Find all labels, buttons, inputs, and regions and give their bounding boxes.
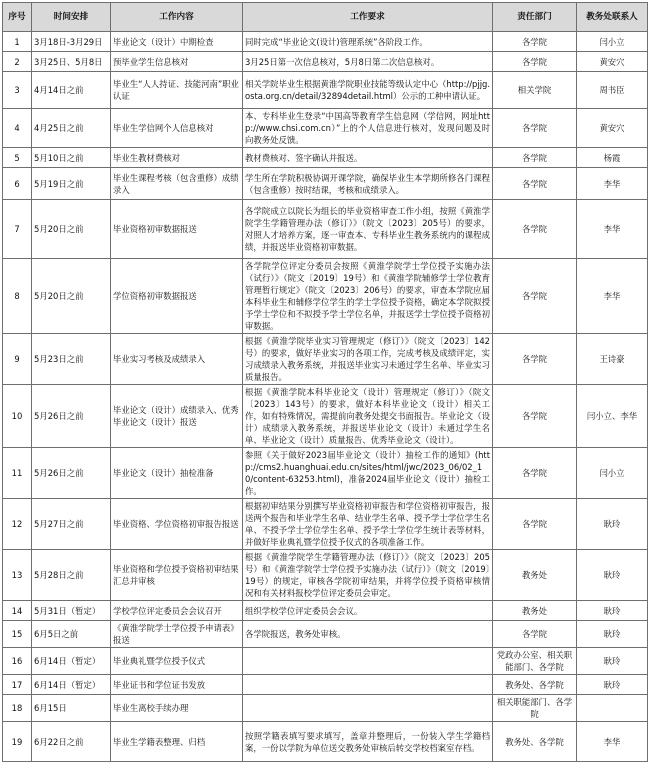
table-row: [3, 675, 648, 695]
cell-department: 教务处: [493, 550, 577, 601]
cell-requirement: 3月25日第一次信息核对，5月8日第二次信息核对。: [243, 52, 493, 72]
cell-index: 5: [3, 148, 32, 168]
table-row: [3, 259, 648, 334]
cell-index: 11: [3, 448, 32, 499]
cell-task: 毕业资格和学位授予资格初审结果汇总并审核: [111, 550, 243, 601]
cell-requirement: 按照学籍表填写要求填写，盖章并整理后，一份装入学生学籍档案，一份以学院为单位送交教务处审核后转交学校档案室存档。: [243, 722, 493, 762]
cell-task: 毕业证书和学位证书发放: [111, 675, 243, 695]
cell-task: 毕业典礼暨学位授予仪式: [111, 648, 243, 675]
cell-contact: 杨霞: [577, 148, 648, 168]
cell-requirement: 同时完成“毕业论文(设计)管理系统”各阶段工作。: [243, 32, 493, 52]
cell-task: 毕业生课程考核（包含重修）成绩录入: [111, 168, 243, 200]
cell-contact: 耿玲: [577, 675, 648, 695]
cell-contact: 李华: [577, 200, 648, 259]
cell-time: 5月20日之前: [32, 200, 111, 259]
table-row: [3, 52, 648, 72]
header-task: 工作内容: [111, 3, 243, 32]
cell-department: 各学院: [493, 168, 577, 200]
cell-department: 各学院: [493, 32, 577, 52]
cell-department: 教务处、各学院: [493, 675, 577, 695]
cell-requirement: 根据《黄淮学院毕业实习管理规定（修订）》（院文〔2023〕142号）的要求，做好毕业实习的各项工作，完成考核及成绩评定，实习成绩录入教务系统，并报送毕业实习未通过学生名单、毕业实习质量报告。: [243, 334, 493, 385]
cell-time: 6月15日: [32, 695, 111, 722]
cell-contact: 耿玲: [577, 648, 648, 675]
header-index: 序号: [3, 3, 32, 32]
cell-index: 13: [3, 550, 32, 601]
cell-contact: 黄安穴: [577, 52, 648, 72]
cell-contact: 耿玲: [577, 621, 648, 648]
cell-requirement: 各学院报送，教务处审核。: [243, 621, 493, 648]
table-row: [3, 200, 648, 259]
cell-index: 3: [3, 72, 32, 109]
cell-task: 毕业生学籍表整理、归档: [111, 722, 243, 762]
cell-task: 毕业论文（设计）中期检查: [111, 32, 243, 52]
cell-index: 18: [3, 695, 32, 722]
cell-index: 4: [3, 109, 32, 148]
cell-contact: 闫小立、李华: [577, 385, 648, 448]
cell-task: 预毕业学生信息核对: [111, 52, 243, 72]
header-requirement: 工作要求: [243, 3, 493, 32]
cell-index: 6: [3, 168, 32, 200]
cell-department: 各学院: [493, 148, 577, 168]
header-time: 时间安排: [32, 3, 111, 32]
table-row: [3, 499, 648, 550]
cell-requirement: 教材费核对、签字确认并报送。: [243, 148, 493, 168]
cell-contact: 耿玲: [577, 499, 648, 550]
cell-time: 5月27日之前: [32, 499, 111, 550]
cell-time: 3月25日、5月8日: [32, 52, 111, 72]
cell-task: 毕业论文（设计）抽检准备: [111, 448, 243, 499]
cell-contact: 闫小立: [577, 32, 648, 52]
cell-requirement: 相关学院毕业生根据黄淮学院职业技能等级认定中心（http://pjjg.osta.org.cn/detail/32894detail.html）公示的工种申请认证。: [243, 72, 493, 109]
cell-time: 4月25日之前: [32, 109, 111, 148]
cell-task: 学位资格初审数据报送: [111, 259, 243, 334]
cell-contact: 耿玲: [577, 601, 648, 621]
cell-time: 5月26日之前: [32, 448, 111, 499]
table-row: [3, 621, 648, 648]
cell-requirement: 学生所在学院积极协调开课学院，确保毕业生本学期所修各门课程（包含重修）按时结课，考核和成绩录入。: [243, 168, 493, 200]
table-row: [3, 334, 648, 385]
cell-requirement: 本、专科毕业生登录“中国高等教育学生信息网（学信网，网址http://www.chsi.com.cn）”上的个人信息进行核对，发现问题及时向教务处反馈。: [243, 109, 493, 148]
table-header-row: [3, 3, 648, 32]
table-row: [3, 550, 648, 601]
cell-department: 各学院: [493, 385, 577, 448]
cell-department: 各学院: [493, 621, 577, 648]
cell-contact: 耿玲: [577, 550, 648, 601]
cell-index: 10: [3, 385, 32, 448]
cell-department: 各学院: [493, 259, 577, 334]
cell-index: 9: [3, 334, 32, 385]
cell-time: 3月18日-3月29日: [32, 32, 111, 52]
cell-department: 各学院: [493, 448, 577, 499]
cell-index: 1: [3, 32, 32, 52]
cell-contact: 王诗豪: [577, 334, 648, 385]
table-row: [3, 385, 648, 448]
cell-task: 毕业实习考核及成绩录入: [111, 334, 243, 385]
cell-time: 5月19日之前: [32, 168, 111, 200]
cell-department: 各学院: [493, 109, 577, 148]
cell-contact: 李华: [577, 168, 648, 200]
table-row: [3, 109, 648, 148]
table-row: [3, 148, 648, 168]
table-row: [3, 168, 648, 200]
cell-department: 各学院: [493, 334, 577, 385]
cell-contact: 周书臣: [577, 72, 648, 109]
cell-requirement: 根据《黄淮学院本科毕业论文（设计）管理规定（修订）》（院文〔2023〕143号）的要求，做好本科毕业论文（设计）相关工作，如有特殊情况，需提前向教务处提交书面报告。毕业论文（设计）成绩录入教务系统，并报送毕业论文（设计）未通过学生名单、毕业论文（设计）质量报告、优秀毕业论文（设计）。: [243, 385, 493, 448]
cell-department: 各学院: [493, 200, 577, 259]
cell-task: 毕业生学信网个人信息核对: [111, 109, 243, 148]
cell-requirement: 根据初审结果分别撰写毕业资格初审报告和学位资格初审报告，报送两个报告和毕业学生名单、结业学生名单、授予学士学位学生名单、不授予学士学位学生名单、授予学士学位学生统计表等材料，并做好毕业典礼暨学位授予仪式的各项准备工作。: [243, 499, 493, 550]
cell-time: 5月20日之前: [32, 259, 111, 334]
cell-task: 学校学位评定委员会会议召开: [111, 601, 243, 621]
cell-requirement: 各学院成立以院长为组长的毕业资格审查工作小组，按照《黄淮学院学生学籍管理办法（修订）》（院文〔2023〕205号）的要求，对照人才培养方案，逐一审查本、专科毕业生教务系统内的课程成绩，并报送毕业资格初审数据。: [243, 200, 493, 259]
cell-time: 5月10日之前: [32, 148, 111, 168]
cell-task: 毕业生“人人持证、技能河南”职业认证: [111, 72, 243, 109]
cell-requirement: 组织学校学位评定委员会会议。: [243, 601, 493, 621]
cell-contact: [577, 695, 648, 722]
cell-index: 7: [3, 200, 32, 259]
table-row: [3, 32, 648, 52]
table-row: [3, 695, 648, 722]
table-row: [3, 448, 648, 499]
cell-index: 15: [3, 621, 32, 648]
cell-time: 5月28日之前: [32, 550, 111, 601]
cell-contact: 李华: [577, 722, 648, 762]
table-row: [3, 72, 648, 109]
cell-task: 毕业资格初审数据报送: [111, 200, 243, 259]
cell-index: 16: [3, 648, 32, 675]
cell-department: 教务处: [493, 601, 577, 621]
cell-department: 党政办公室、相关职能部门、各学院: [493, 648, 577, 675]
cell-task: 毕业生教材费核对: [111, 148, 243, 168]
cell-task: 《黄淮学院学士学位授予申请表》报送: [111, 621, 243, 648]
cell-requirement: [243, 675, 493, 695]
cell-time: 6月14日（暂定）: [32, 648, 111, 675]
table-row: [3, 722, 648, 762]
cell-department: 各学院: [493, 499, 577, 550]
cell-index: 12: [3, 499, 32, 550]
cell-department: 教务处、各学院: [493, 722, 577, 762]
table-row: [3, 648, 648, 675]
cell-task: 毕业论文（设计）成绩录入、优秀毕业论文（设计）报送: [111, 385, 243, 448]
cell-department: 各学院: [493, 52, 577, 72]
cell-time: 6月5日之前: [32, 621, 111, 648]
cell-time: 5月26日之前: [32, 385, 111, 448]
cell-index: 19: [3, 722, 32, 762]
schedule-table: [2, 2, 648, 762]
header-contact: 教务处联系人: [577, 3, 648, 32]
cell-requirement: [243, 648, 493, 675]
cell-department: 相关职能部门、各学院: [493, 695, 577, 722]
cell-time: 4月14日之前: [32, 72, 111, 109]
cell-requirement: 各学院学位评定分委员会按照《黄淮学院学士学位授予实施办法（试行）》（院文〔2019〕19号）和《黄淮学院辅修学士学位教育管理暂行规定》（院文〔2023〕206号）的要求，审查本学院应届本科毕业生和辅修学位学生的学士学位授予资格，确定本学院拟授予学士学位和不拟授予学士学位名单，并报送学士学位授予资格初审数据。: [243, 259, 493, 334]
cell-index: 14: [3, 601, 32, 621]
cell-department: 相关学院: [493, 72, 577, 109]
cell-requirement: 参照《关于做好2023届毕业论文（设计）抽检工作的通知》(http://cms2.huanghuai.edu.cn/sites/html/jwc/2023_06/02_10/content-63253.html)，准备2024届毕业论文（设计）抽检工作。: [243, 448, 493, 499]
cell-index: 2: [3, 52, 32, 72]
cell-contact: 李华: [577, 259, 648, 334]
table-row: [3, 601, 648, 621]
cell-time: 5月23日之前: [32, 334, 111, 385]
cell-requirement: [243, 695, 493, 722]
cell-contact: 闫小立: [577, 448, 648, 499]
cell-time: 6月22日之前: [32, 722, 111, 762]
cell-time: 5月31日（暂定）: [32, 601, 111, 621]
cell-task: 毕业资格、学位资格初审报告报送: [111, 499, 243, 550]
header-department: 责任部门: [493, 3, 577, 32]
cell-time: 6月14日（暂定）: [32, 675, 111, 695]
cell-contact: 黄安穴: [577, 109, 648, 148]
cell-task: 毕业生离校手续办理: [111, 695, 243, 722]
cell-index: 8: [3, 259, 32, 334]
cell-requirement: 根据《黄淮学院学生学籍管理办法（修订）》（院文〔2023〕205号）和《黄淮学院学士学位授予实施办法（试行）》（院文〔2019〕19号）的规定，审核各学院初审结果，并将学位授予资格审核情况和有关材料报校学位评定委员会审定。: [243, 550, 493, 601]
cell-index: 17: [3, 675, 32, 695]
